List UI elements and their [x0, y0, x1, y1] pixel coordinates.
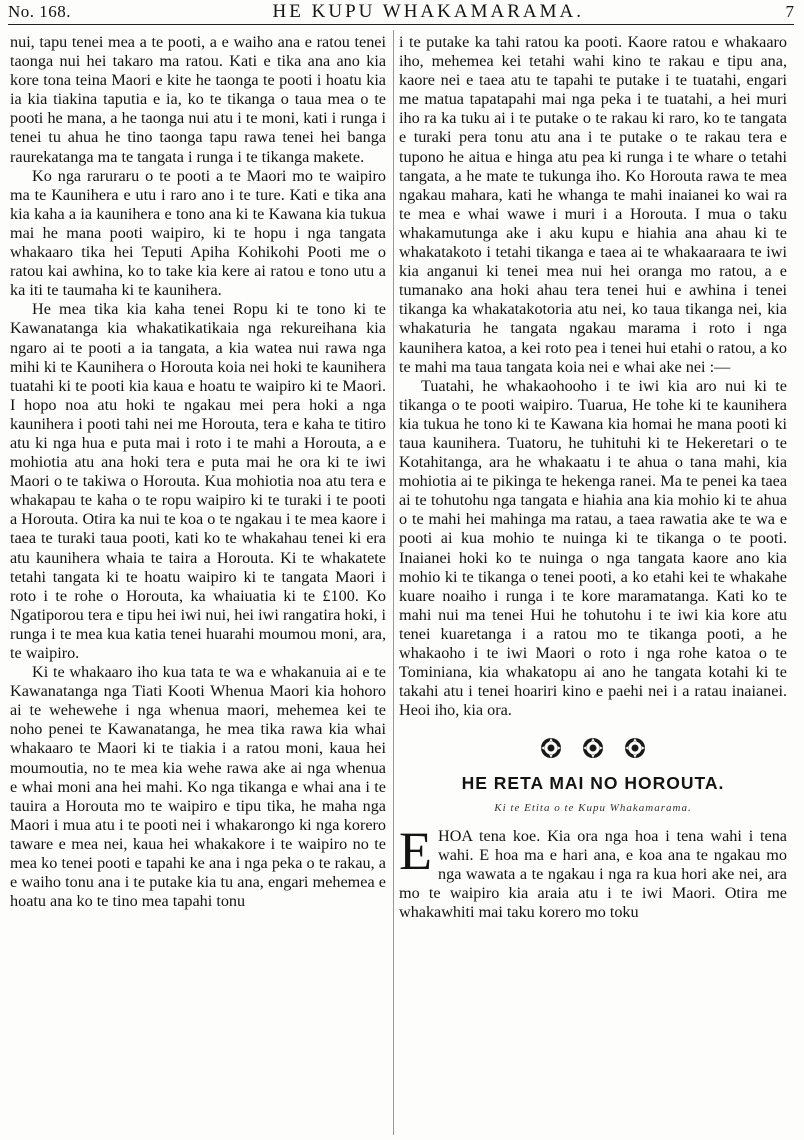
paragraph: He mea tika kia kaha tenei Ropu ki te tono ki te Kawanatanga kia whakatikatikaia nga rekureihana kia ngaro ai te pooti a ia tangata, a kia watea nui rawa nga mihi ki te Kaunihera o Horouta koia nei hoki te kaunihera tuatahi ki te pooti kia kaua e hoatu te waipiro ki te Maori. I hopo noa atu hoki te ngakau mei pera hoki a nga kaunihera i pooti tahi nei me Horouta, tera e kaha te titiro atu ki nga hua e puta mai i roto i te mahi a Horouta, a e mohiotia atu ana hoki tera e puta mai he ora ki te iwi Maori o te takiwa o Horouta. Kua mohiotia noa atu tera e whakapau te kaha o te ropu waipiro ki te turaki i te pooti a Horouta. Otira ka nui te koa o te ngakau i te mea kaore i taea te turaki taua pooti, kati ko te whakahau tenei ki era atu kaunihera whaia te taira a Horouta. Ki te whakatete tetahi tangata ki te hoatu waipiro ki te tangata Maori i roto i te rohe o Horouta, ka whaiuatia ki te £100. Ko Ngatiporou tera e tipu hei iwi nui, hei iwi rangatira hoki, i runga i te mea kua katia tenei huarahi moumou moni, ara, te waipiro.: [10, 300, 386, 662]
paragraph: Tuatahi, he whakaohooho i te iwi kia aro nui ki te tikanga o te pooti waipiro. Tuarua, He tohe ki te kaunihera kia tukua he tono ki te Kawana kia homai he mana pooti ki taua kaunihera. Tuatoru, he tuhituhi ki te Hekeretari o te Kotahitanga, ara he whakaatu i te ahua o tana mahi, kia mohiotia ai te pikinga te hekenga ranei. Ma te penei ka taea ai te tohutohu nga tangata e hiahia ana kia mohio ki te ahua o te mahi hei mahinga ma ratau, a taea rawatia ake te wa e pooti ai kua mohio te nuinga ki te tikanga o te pooti. Inaianei hoki ko te nuinga o nga tangata kaore ano kia mohio ki te tikanga o tenei pooti, a ko etahi kei te whakahe kuare noaiho i runga i te kore maramatanga. Kati ko te mahi nui ma tenei Hui he tohutohu i te iwi kia kore atu tenei kuaretanga i a ratou mo te tikanga pooti, a he whakaoho i te iwi Maori o roto i nga rohe katoa o te Tominiana, kia whakatopu ai ano he tangata kotahi ki te takahi atu i tenei hoariri kino e paehi nei i a ratau inaianei. Heoi iho, kia ora.: [399, 376, 787, 720]
flower-ornament-icon: [539, 736, 563, 760]
paragraph: Ki te whakaaro iho kua tata te wa e whakanuia ai e te Kawanatanga nga Tiati Kooti Whenua Maori kia hohoro ai te wehewehe i nga whenua maori, mehemea kei te noho penei te Kawanatanga, he mea tika rawa kia whai whakaaro te Maori ki te tiakia i a ratou moni, kaua hei moumoutia, no te mea kia wehe rawa ake ai nga whenua e whai moni ana hei mahi. Ko nga tikanga e whai ana i te tauira a Horouta mo te waipiro e tipu tika, he maha nga Maori i mua atu i te pooti nei i whakarongo ki nga korero taware e mea nei, kaua hei whakakore i te waipiro no te mea ko tenei pooti e tapahi ke ana i nga peka o te rakau, a e waiho tonu ana i te putake kia tu ana, engari mehemea e hoatu ana ko te tino mea tapahi tonu: [10, 663, 386, 911]
column-divider: [393, 30, 394, 1135]
flower-ornament-icon: [581, 736, 605, 760]
flower-ornament-icon: [623, 736, 647, 760]
article-title: HE RETA MAI NO HOROUTA.: [461, 773, 725, 794]
letter-paragraph: [399, 820, 787, 922]
right-column: [399, 33, 787, 922]
letter-text: HOA tena koe. Kia ora nga hoa i tena wahi i tena wahi. E hoa ma e hari ana, e koa ana te ngakau mo nga wawata a te ngakau i nga ra kua hori ake nei, ara mo te waipiro kia araia atu i te iwi Maori. Otira me whakawhiti mai taku korero mo toku: [399, 826, 787, 921]
page-header: [8, 0, 794, 25]
paragraph: i te putake ka tahi ratou ka pooti. Kaore ratou e whakaaro iho, mehemea kei tetahi wahi kino te rakau e tipu ana, kaore nei e taea atu te tapahi te putake i te tuatahi, engari me matua tapatapahi mai nga peka i te tuatahi, a hei muri iho ra ka tuku ai i te putake o te rakau ki raro, ko te tangata e turaki pera tonu atu ana i te putake o te rakau tera e tupono he aitua e hinga atu pea ki runga i te whare o tetahi tangata, a he mate te tukunga iho. Ko Horouta rawa te mea ngakau mahara, kati he whanga te mahi inaianei ko wai ra te mea e whai wawe i muri i a Horouta. I mua o taku whakamutunga ake i aku kupu e hiahia ana ahau ki te whakatakoto i tetahi tikanga e taea ai te whakaaraara te iwi kia anganui ki tenei mea nui hei oranga mo ratou, a e tumanako ana hoki ahau tera tenei hui e awhina i tenei tikanga ka whakatakotoria atu nei, ko taua tikanga nei, kia whakaturia he tangata ngakau marama i roto i nga kaunihera katoa, a kei roto pea i tenei hui etahi o ratou, a ko te mahi ma taua tangata koia nei e whai ake nei :—: [399, 33, 787, 376]
issue-number: No. 168.: [8, 2, 72, 21]
newspaper-title: HE KUPU WHAKAMARAMA.: [272, 1, 584, 22]
ornament-row: [399, 736, 787, 760]
page-number: 7: [785, 2, 794, 21]
article-subtitle: Ki te Etita o te Kupu Whakamarama.: [494, 802, 692, 815]
paragraph: nui, tapu tenei mea a te pooti, a e waiho ana e ratou tenei taonga nui hei takaro ma ratou. Kati e tika ana ano kia kore tona teina Maori e kite he taonga te pooti i hoatu kia ia kia tiakina taputia e ia, ko te tikanga o taua mea o te pooti he mana, a he taonga nui atu i te moni, kati i runga i tenei tu ahua he tino taonga tapu rawa tenei hei banga raurekatanga ma te tangata i runga i te tikanga makete.: [10, 33, 386, 166]
drop-cap: E: [399, 820, 432, 881]
paragraph: Ko nga raruraru o te pooti a te Maori mo te waipiro ma te Kaunihera e utu i raro ano i te ture. Kati e tika ana kia kaha a ia kaunihera e tono ana ki te Kawana kia tukua mai he mana pooti waipiro, ki te hopu i nga tangata whakaaro tika hei Teputi Apiha Kohikohi Pooti me o ratou kai awhina, ko to take kia kere ai ratou e tono utu a ka iti te taumaha ki te kaunihera.: [10, 166, 386, 300]
left-column: [10, 33, 386, 911]
